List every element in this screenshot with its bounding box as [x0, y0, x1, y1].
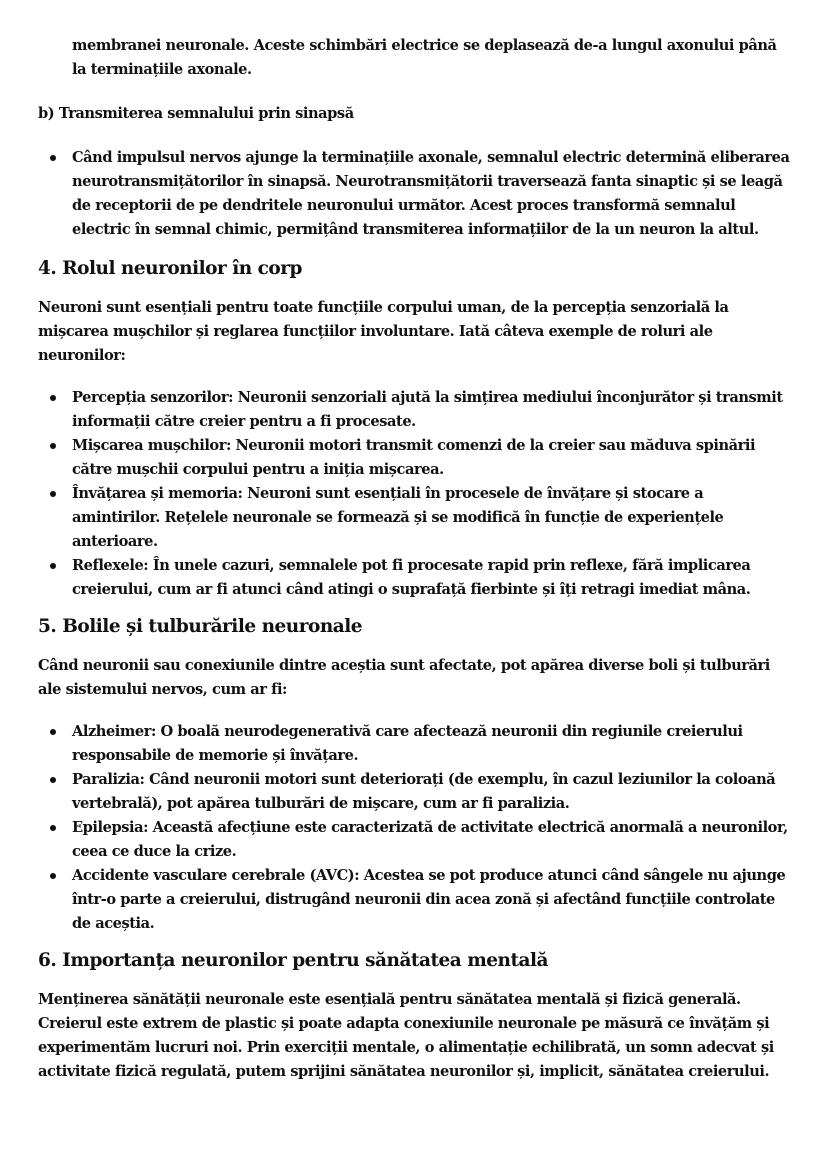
bullet-icon [50, 443, 56, 449]
bullet-icon [50, 395, 56, 401]
bullet-icon [50, 155, 56, 161]
section-5-list [38, 720, 790, 936]
list-item: Percepția senzorilor: Neuronii senzoriali ajută la simțirea mediului înconjurător și transmit informații către creier pentru a fi procesate. [38, 386, 790, 434]
list-item: Când impulsul nervos ajunge la terminațiile axonale, semnalul electric determină eliberarea neurotransmițătorilor în sinapsă. Neurotransmițătorii traversează fanta sinaptic și se leagă de receptorii de pe dendritele neuronului următor. Acest proces transformă semnalul electric în semnal chimic, permițând transmiterea informațiilor de la un neuron la altul. [38, 146, 790, 242]
list-item: Reflexele: În unele cazuri, semnalele pot fi procesate rapid prin reflexe, fără implicarea creierului, cum ar fi atunci când atingi o suprafață fierbinte și îți retragi imediat mâna. [38, 554, 790, 602]
list-item: Mișcarea mușchilor: Neuronii motori transmit comenzi de la creier sau măduva spinării către mușchii corpului pentru a iniția mișcarea. [38, 434, 790, 482]
bullet-icon [50, 563, 56, 569]
list-item: Paralizia: Când neuronii motori sunt deteriorați (de exemplu, în cazul leziunilor la coloană vertebrală), pot apărea tulburări de mișcare, cum ar fi paralizia. [38, 768, 790, 816]
bullet-icon [50, 491, 56, 497]
list-item: Accidente vasculare cerebrale (AVC): Acestea se pot produce atunci când sângele nu ajunge într-o parte a creierului, distrugând neuronii din acea zonă și afectând funcțiile controlate de aceștia. [38, 864, 790, 936]
section-4-intro: Neuroni sunt esențiali pentru toate funcțiile corpului uman, de la percepția senzorială la mișcarea mușchilor și reglarea funcțiilor involuntare. Iată câteva exemple de roluri ale neuronilor: [38, 299, 729, 364]
bullet-icon [50, 825, 56, 831]
list-item: Alzheimer: O boală neurodegenerativă care afectează neuronii din regiunile creierului responsabile de memorie și învățare. [38, 720, 790, 768]
section-5-heading: 5. Bolile și tulburările neuronale [38, 616, 363, 637]
section-4-list [38, 386, 790, 602]
section-4-heading: 4. Rolul neuronilor în corp [38, 258, 302, 279]
subsection-b-title: b) Transmiterea semnalului prin sinapsă [38, 105, 354, 122]
section-5-intro: Când neuronii sau conexiunile dintre aceștia sunt afectate, pot apărea diverse boli și tulburări ale sistemului nervos, cum ar fi: [38, 657, 770, 698]
section-6-intro: Menținerea sănătății neuronale este esențială pentru sănătatea mentală și fizică generală. Creierul este extrem de plastic și poate adapta conexiunile neuronale pe măsură ce învățăm și experimentăm lucruri noi. Prin exerciții mentale, o alimentație echilibrată, un somn adecvat și activitate fizică regulată, putem sprijini sănătatea neuronilor și, implicit, sănătatea creierului. [38, 991, 774, 1080]
list-item: Epilepsia: Această afecțiune este caracterizată de activitate electrică anormală a neuronilor, ceea ce duce la crize. [38, 816, 790, 864]
bullet-icon [50, 729, 56, 735]
bullet-icon [50, 777, 56, 783]
subsection-b-list [38, 146, 790, 242]
section-6-heading: 6. Importanța neuronilor pentru sănătatea mentală [38, 950, 549, 971]
list-item: Învățarea și memoria: Neuroni sunt esențiali în procesele de învățare și stocare a amintirilor. Rețelele neuronale se formează și se modifică în funcție de experiențele anterioare. [38, 482, 790, 554]
bullet-icon [50, 873, 56, 879]
continuation-paragraph: membranei neuronale. Aceste schimbări electrice se deplasează de-a lungul axonului până la terminațiile axonale. [72, 37, 777, 78]
